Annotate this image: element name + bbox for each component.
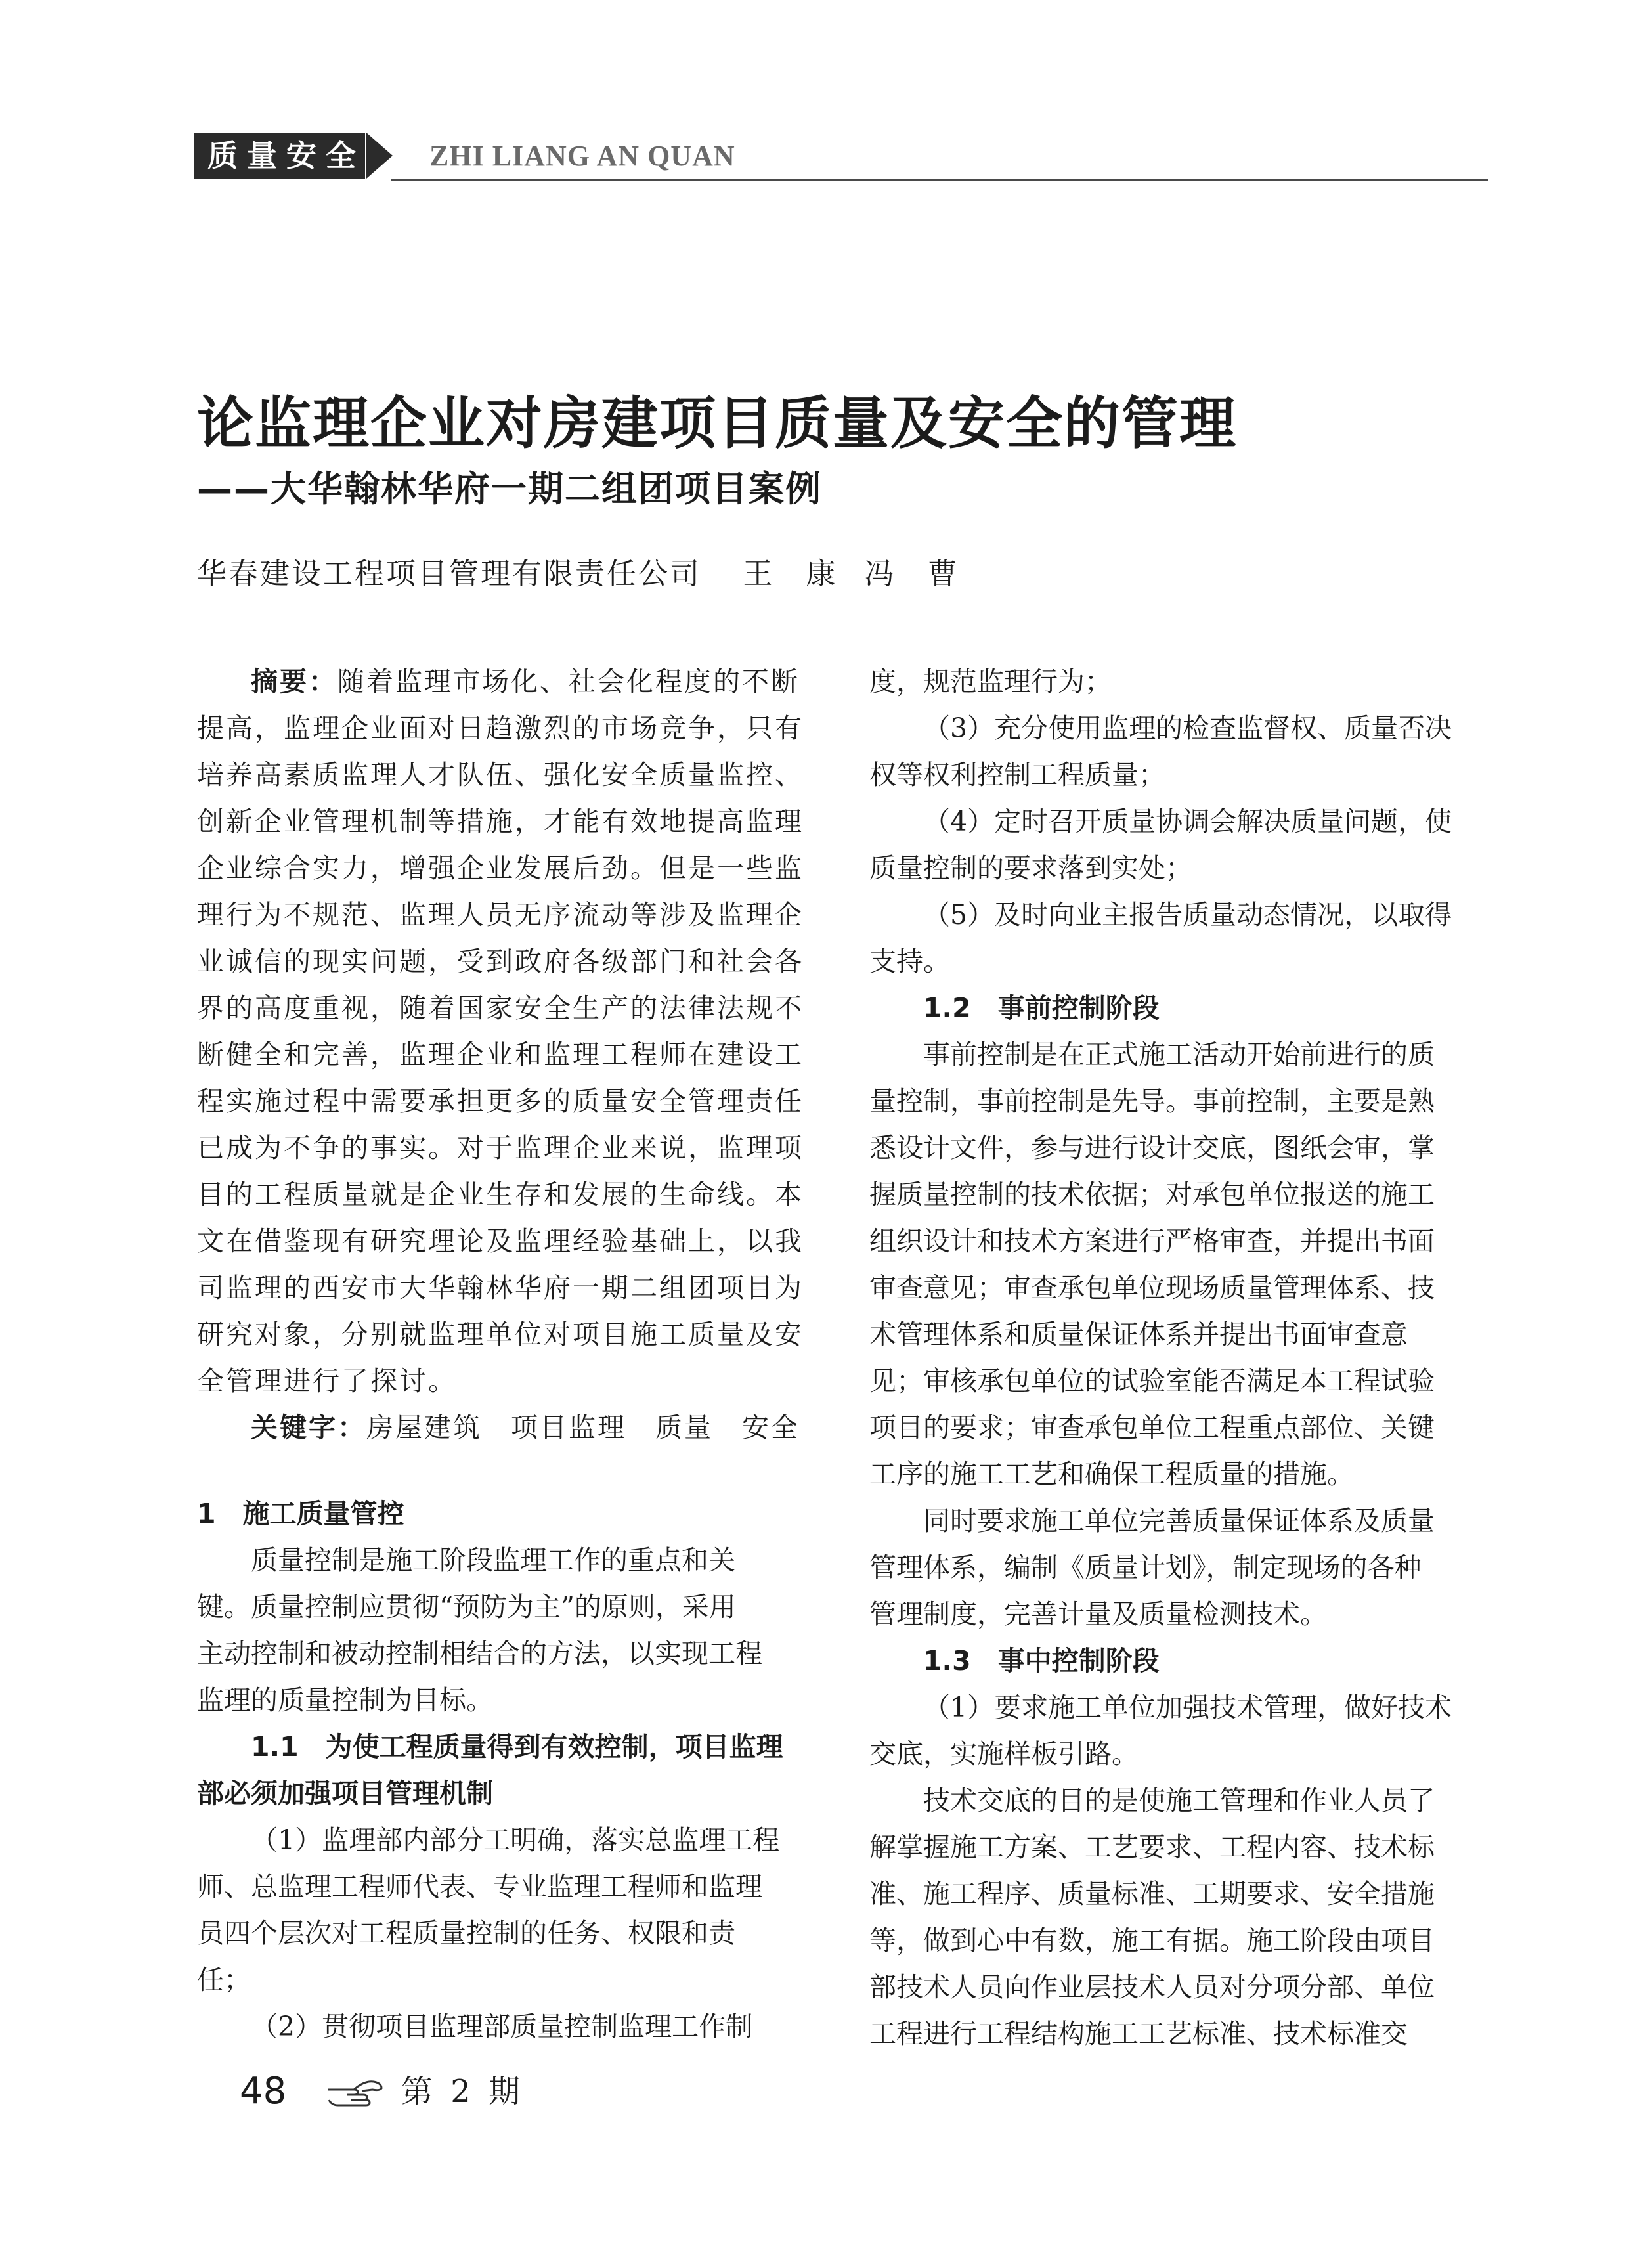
abstract-line: 全管理进行了探讨。 — [197, 1365, 457, 1397]
subsection-heading: 部必须加强项目管理机制 — [197, 1778, 493, 1809]
header-rule — [391, 179, 1488, 181]
article-subtitle: ——大华翰林华府一期二组团项目案例 — [197, 468, 822, 510]
abstract-line: 培养高素质监理人才队伍、强化安全质量监控、 — [197, 759, 804, 791]
body-line: 审查意见；审查承包单位现场质量管理体系、技 — [869, 1272, 1435, 1304]
abstract-line: 理行为不规范、监理人员无序流动等涉及监理企 — [197, 899, 804, 931]
body-line: 准、施工程序、质量标准、工期要求、安全措施 — [869, 1878, 1435, 1910]
section-tag-arrow — [366, 133, 393, 179]
abstract-line: 程实施过程中需要承担更多的质量安全管理责任 — [197, 1085, 804, 1117]
body-line: 量控制，事前控制是先导。事前控制，主要是熟 — [869, 1085, 1435, 1117]
body-line: （1）监理部内部分工明确，落实总监理工程 — [251, 1824, 780, 1856]
abstract-line: 断健全和完善，监理企业和监理工程师在建设工 — [197, 1039, 804, 1070]
body-line: 部技术人员向作业层技术人员对分项分部、单位 — [869, 1971, 1435, 2003]
section-heading: 1 施工质量管控 — [197, 1498, 404, 1529]
subsection-heading: 1.3 事中控制阶段 — [923, 1645, 1160, 1676]
subsection-heading: 1.2 事前控制阶段 — [923, 992, 1160, 1024]
body-line: 度，规范监理行为； — [869, 666, 1112, 697]
body-line: 交底，实施样板引路。 — [869, 1738, 1139, 1770]
section-header — [194, 133, 1488, 185]
body-line: 工程进行工程结构施工工艺标准、技术标准交 — [869, 2018, 1408, 2049]
body-line: 技术交底的目的是使施工管理和作业人员了 — [923, 1785, 1435, 1816]
body-line: 监理的质量控制为目标。 — [197, 1684, 493, 1716]
author-affiliation: 华春建设工程项目管理有限责任公司 — [197, 556, 702, 591]
body-line: 悉设计文件，参与进行设计交底，图纸会审，掌 — [869, 1132, 1435, 1164]
body-line: 质量控制是施工阶段监理工作的重点和关 — [251, 1545, 735, 1576]
section-pinyin: ZHI LIANG AN QUAN — [429, 140, 735, 172]
subsection-heading: 1.1 为使工程质量得到有效控制，项目监理 — [251, 1731, 783, 1763]
body-line: 等，做到心中有数，施工有据。施工阶段由项目 — [869, 1925, 1435, 1956]
abstract-line: 目的工程质量就是企业生存和发展的生命线。本 — [197, 1179, 804, 1210]
abstract-line: 业诚信的现实问题，受到政府各级部门和社会各 — [197, 946, 804, 977]
author-name: 冯 曹 — [864, 556, 959, 591]
body-line: 组织设计和技术方案进行严格审查，并提出书面 — [869, 1225, 1435, 1257]
body-line: 管理体系，编制《质量计划》，制定现场的各种 — [869, 1552, 1422, 1583]
body-line: 事前控制是在正式施工活动开始前进行的质 — [923, 1039, 1435, 1070]
pointing-hand-icon — [325, 2078, 384, 2107]
body-line: 同时要求施工单位完善质量保证体系及质量 — [923, 1505, 1435, 1537]
abstract-line: 司监理的西安市大华翰林华府一期二组团项目为 — [197, 1272, 804, 1304]
author-name: 王 康 — [743, 556, 838, 591]
abstract-line: 已成为不争的事实。对于监理企业来说，监理项 — [197, 1132, 804, 1164]
right-column — [869, 659, 1487, 2057]
body-line: 解掌握施工方案、工艺要求、工程内容、技术标 — [869, 1831, 1435, 1863]
keywords-label: 关键字： — [251, 1412, 366, 1443]
abstract-line: 摘要：随着监理市场化、社会化程度的不断 — [251, 666, 800, 697]
body-line: （1）要求施工单位加强技术管理，做好技术 — [923, 1692, 1452, 1723]
abstract-line: 研究对象，分别就监理单位对项目施工质量及安 — [197, 1319, 804, 1350]
body-line: 项目的要求；审查承包单位工程重点部位、关键 — [869, 1412, 1435, 1443]
keywords-line — [197, 1405, 814, 1451]
body-line: 任； — [197, 1964, 251, 1996]
body-line: 质量控制的要求落到实处； — [869, 852, 1192, 884]
body-line: 术管理体系和质量保证体系并提出书面审查意 — [869, 1319, 1408, 1350]
body-line: （5）及时向业主报告质量动态情况，以取得 — [923, 899, 1452, 931]
body-line: 键。质量控制应贯彻“预防为主”的原则，采用 — [197, 1591, 736, 1623]
abstract-line: 文在借鉴现有研究理论及监理经验基础上，以我 — [197, 1225, 804, 1257]
body-line: 员四个层次对工程质量控制的任务、权限和责 — [197, 1917, 735, 1949]
body-line: 主动控制和被动控制相结合的方法，以实现工程 — [197, 1638, 762, 1669]
body-line: 权等权利控制工程质量； — [869, 759, 1165, 791]
body-line: 管理制度，完善计量及质量检测技术。 — [869, 1598, 1327, 1630]
abstract-line: 提高，监理企业面对日趋激烈的市场竞争，只有 — [197, 712, 804, 744]
issue-number: 第 2 期 — [401, 2073, 525, 2110]
body-line: （4）定时召开质量协调会解决质量问题，使 — [923, 806, 1452, 837]
section-tag: 质量安全 — [194, 133, 365, 179]
byline — [197, 553, 975, 595]
body-line: 见；审核承包单位的试验室能否满足本工程试验 — [869, 1365, 1435, 1397]
article-title: 论监理企业对房建项目质量及安全的管理 — [197, 391, 1237, 456]
abstract-line: 界的高度重视，随着国家安全生产的法律法规不 — [197, 992, 804, 1024]
body-line: 支持。 — [869, 946, 950, 977]
spacer — [197, 1451, 814, 1491]
body-line: （3）充分使用监理的检查监督权、质量否决 — [923, 712, 1452, 744]
body-line: （2）贯彻项目监理部质量控制监理工作制 — [251, 2011, 753, 2042]
left-column — [197, 659, 814, 2050]
abstract-line: 企业综合实力，增强企业发展后劲。但是一些监 — [197, 852, 804, 884]
keywords: 房屋建筑 项目监理 质量 安全 — [366, 1412, 800, 1443]
abstract-line: 创新企业管理机制等措施，才能有效地提高监理 — [197, 806, 804, 837]
page-number: 48 — [240, 2070, 287, 2113]
body-line: 握质量控制的技术依据；对承包单位报送的施工 — [869, 1179, 1435, 1210]
abstract-label: 摘要： — [251, 666, 337, 697]
body-line: 师、总监理工程师代表、专业监理工程师和监理 — [197, 1871, 762, 1902]
body-line: 工序的施工工艺和确保工程质量的措施。 — [869, 1458, 1354, 1490]
